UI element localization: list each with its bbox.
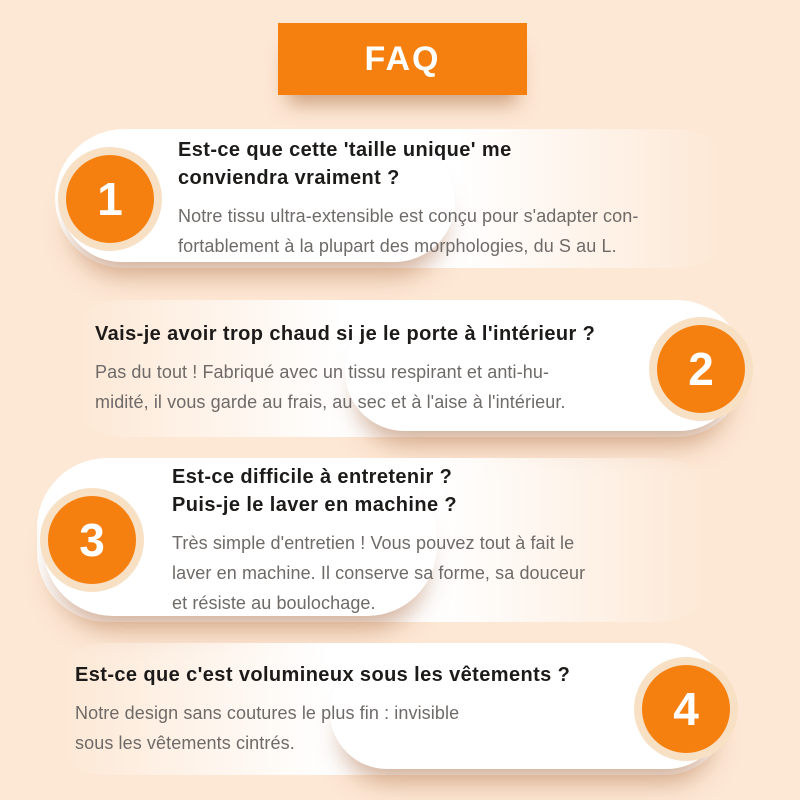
faq-number: 2 [657, 325, 745, 413]
question-line: conviendra vraiment ? [178, 167, 400, 189]
answer-line: midité, il vous garde au frais, au sec et à l'aise à l'intérieur. [95, 392, 566, 412]
answer-line: sous les vêtements cintrés. [75, 732, 295, 753]
answer-line: fortablement à la plupart des morphologies, du S au L. [178, 236, 617, 256]
faq-number-badge [58, 147, 162, 251]
page-title: FAQ [364, 39, 441, 78]
question-line: Est-ce que cette 'taille unique' me [178, 139, 512, 161]
answer-line: Notre design sans coutures le plus fin : invisible [75, 702, 460, 723]
answer-line: Pas du tout ! Fabriqué avec un tissu respirant et anti-hu- [95, 362, 550, 382]
question-line: Puis-je le laver en machine ? [172, 493, 458, 516]
question-line: Vais-je avoir trop chaud si je le porte à l'intérieur ? [95, 323, 596, 345]
faq-banner [278, 23, 527, 95]
faq-item-1 [55, 129, 745, 268]
faq-answer [172, 528, 687, 618]
faq-question [75, 661, 612, 689]
question-line: Est-ce que c'est volumineux sous les vêtements ? [75, 663, 571, 686]
faq-number: 1 [66, 155, 154, 243]
faq-question [178, 136, 705, 192]
faq-item-3 [37, 458, 727, 622]
answer-line: Très simple d'entretien ! Vous pouvez tout à fait le [172, 532, 575, 553]
faq-number-badge [649, 317, 753, 421]
faq-number-badge [634, 657, 738, 761]
question-line: Est-ce difficile à entretenir ? [172, 465, 453, 488]
faq-answer [75, 698, 612, 758]
answer-line: Notre tissu ultra-extensible est conçu pour s'adapter con- [178, 206, 639, 226]
answer-line: laver en machine. Il conserve sa forme, sa douceur [172, 562, 586, 583]
faq-content [40, 643, 730, 775]
faq-item-2 [55, 300, 745, 437]
faq-number: 3 [48, 496, 136, 584]
faq-question [172, 463, 687, 519]
faq-question [95, 320, 627, 348]
faq-content [55, 300, 745, 437]
faq-answer [95, 357, 627, 417]
faq-number-badge [40, 488, 144, 592]
answer-line: et résiste au boulochage. [172, 592, 376, 613]
faq-number: 4 [642, 665, 730, 753]
faq-item-4 [40, 643, 730, 775]
faq-answer [178, 201, 705, 261]
